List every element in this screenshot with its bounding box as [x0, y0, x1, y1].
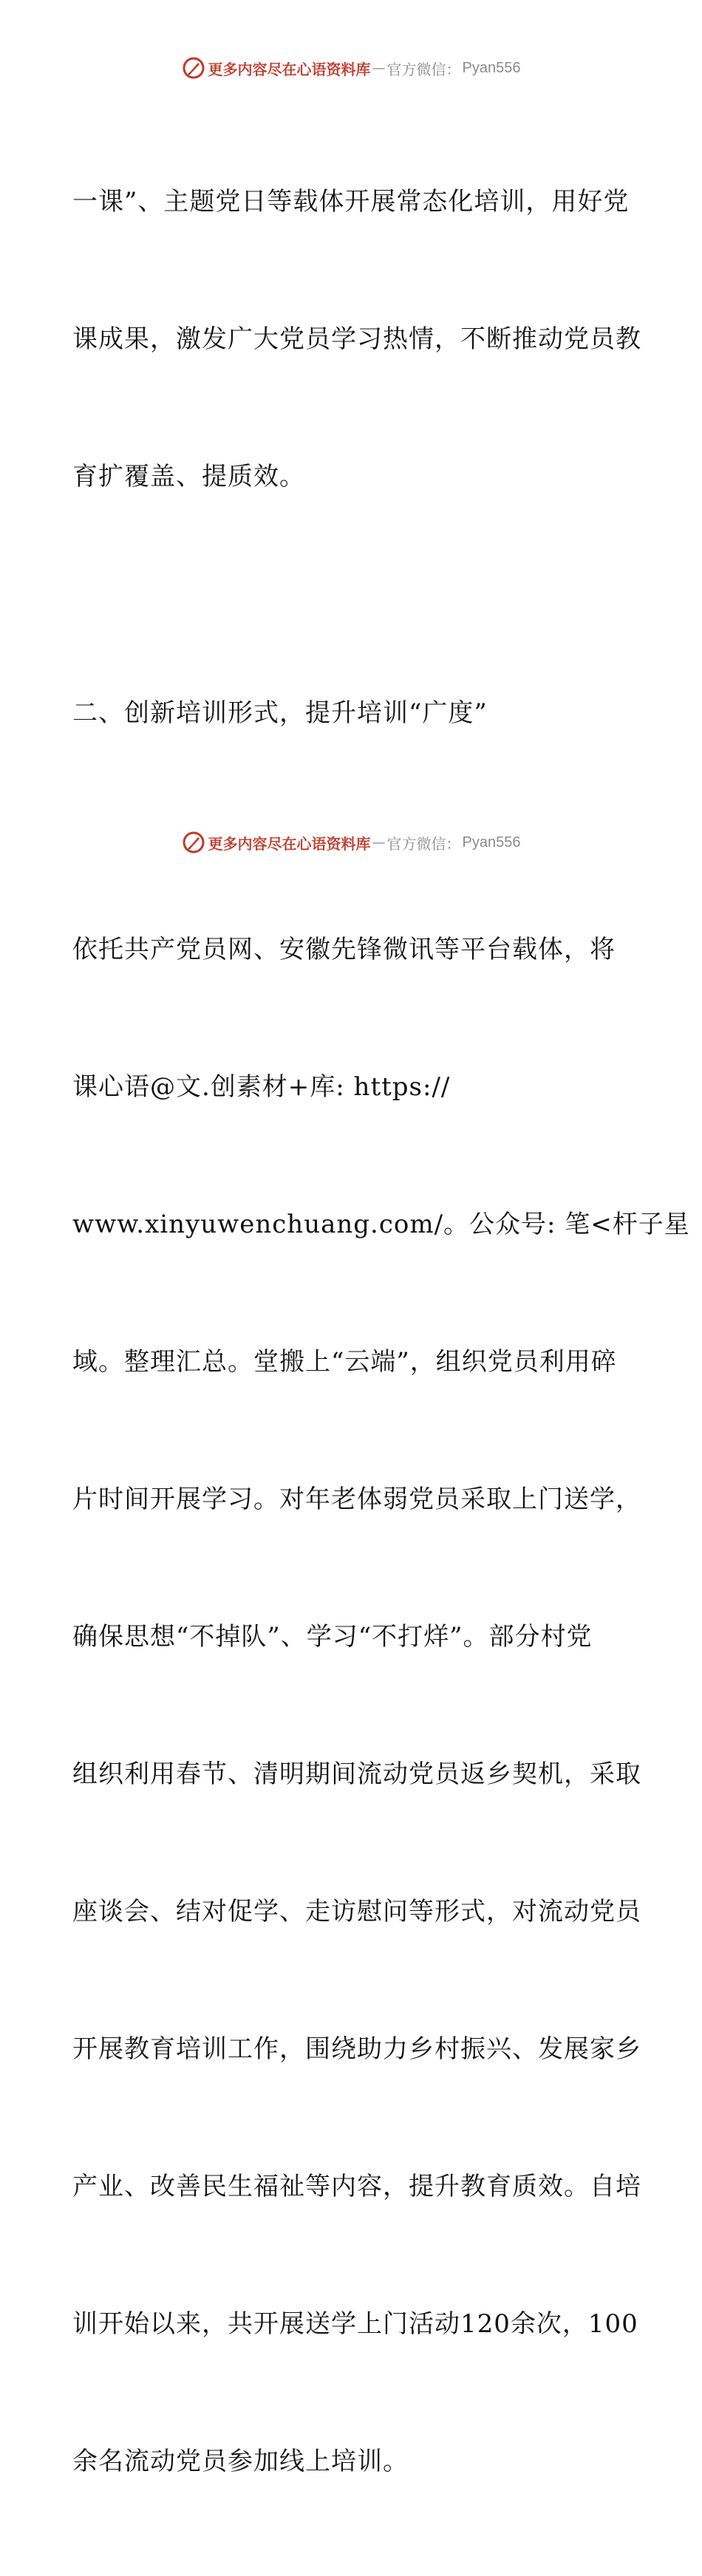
text-line: 训开始以来，共开展送学上门活动120余次，100 — [72, 2309, 638, 2339]
text-line: 一课”、主题党日等载体开展常态化培训，用好党 — [72, 187, 630, 217]
banner-main-text: 更多内容尽在心语资料库 — [208, 834, 371, 853]
text-line: 依托共产党员网、安徽先锋微讯等平台载体，将 — [72, 935, 616, 964]
text-line: 域。整理汇总。堂搬上“云端”，组织党员利用碎 — [72, 1347, 617, 1377]
text-line: 余名流动党员参加线上培训。 — [72, 2447, 409, 2476]
text-line: 座谈会、结对促学、走访慰问等形式，对流动党员 — [72, 1897, 641, 1926]
footer-banner — [0, 828, 702, 857]
section-heading — [72, 599, 634, 828]
text-line: 产业、改善民生福祉等内容，提升教育质效。自培 — [72, 2172, 641, 2201]
document-body — [72, 87, 690, 2576]
text-line: 课成果，激发广大党员学习热情，不断推动党员教 — [72, 324, 641, 354]
banner-separator: — — [372, 60, 386, 76]
text-line: 开展教育培训工作，围绕助力乡村振兴、发展家乡 — [72, 2034, 641, 2064]
paragraph-2 — [72, 835, 690, 2576]
quill-circle-icon — [182, 56, 205, 80]
banner-wechat-id: Pyan556 — [462, 59, 521, 76]
spacer — [72, 591, 634, 599]
banner-main-text: 更多内容尽在心语资料库 — [208, 60, 371, 78]
text-line: 片时间开展学习。对年老体弱党员采取上门送学， — [72, 1485, 641, 1514]
text-line: 确保思想“不掉队”、学习“不打烊”。部分村党 — [72, 1622, 593, 1652]
banner-sub-text: 官方微信： — [386, 834, 461, 853]
banner-separator: — — [372, 834, 386, 851]
banner-sub-text: 官方微信： — [386, 60, 461, 78]
quill-circle-icon — [182, 831, 205, 854]
heading-text: 二、创新培训形式，提升培训“广度” — [72, 698, 488, 728]
text-line: 课心语@文.创素材+库: https:// — [72, 1072, 451, 1102]
header-banner — [0, 53, 702, 83]
text-line: 组织利用春节、清明期间流动党员返乡契机，采取 — [72, 1759, 641, 1789]
text-line: 育扩覆盖、提质效。 — [72, 462, 305, 491]
text-line: www.xinyuwenchuang.com/。公众号: 笔<杆子星 — [72, 1210, 690, 1239]
banner-wechat-id: Pyan556 — [462, 834, 521, 851]
paragraph-1 — [72, 87, 641, 591]
